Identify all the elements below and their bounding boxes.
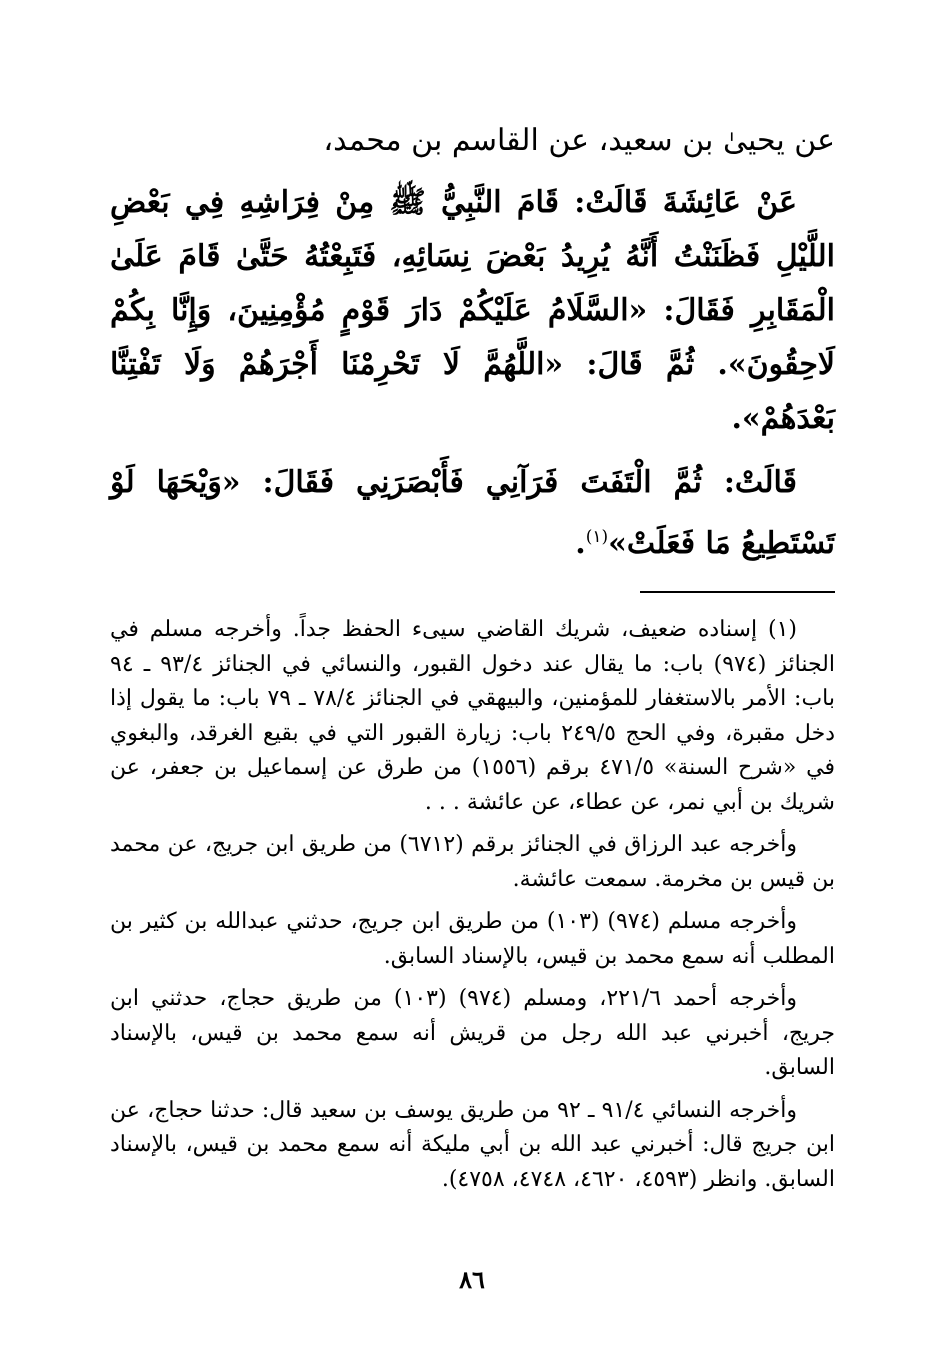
footnote-marker: (١) — [585, 527, 609, 547]
footnote-separator-wrap — [110, 571, 835, 613]
footnote-separator — [640, 591, 835, 593]
footnote-paragraph-3: وأخرجه مسلم (٩٧٤) (١٠٣) من طريق ابن جريج، حدثني عبدالله بن كثير بن المطلب أنه سمع محمد بن قيس، بالإسناد السابق. — [110, 909, 835, 969]
footnote-paragraph-5: وأخرجه النسائي ٩١/٤ ـ ٩٢ من طريق يوسف بن سعيد قال: حدثنا حجاج، عن ابن جريج قال: أخبرني عبد الله بن أبي مليكة أنه سمع محمد بن قيس، بالإسناد السابق. وانظر (٤٥٩٣، ٤٦٢٠، ٤٧٤٨، ٤٧٥٨). — [110, 1097, 835, 1192]
hadith-paragraph-1: عَنْ عَائِشَةَ قَالَتْ: قَامَ النَّبِيُّ ﷺ مِنْ فِرَاشِهِ فِي بَعْضِ اللَّيْلِ فَظَنَنْتُ أَنَّهُ يُرِيدُ بَعْضَ نِسَائِهِ، فَتَبِعْتُهُ حَتَّىٰ قَامَ عَلَىٰ الْمَقَابِرِ فَقَالَ: «السَّلَامُ عَلَيْكُمْ دَارَ قَوْمٍ مُؤْمِنِينَ، وَإِنَّا بِكُمْ لَاحِقُونَ». ثُمَّ قَالَ: «اللَّهُمَّ لَا تَحْرِمْنَا أَجْرَهُمْ وَلَا تَفْتِنَّا بَعْدَهُمْ». — [110, 185, 835, 436]
page-body — [110, 118, 835, 1318]
hadith-end-mark: . — [575, 526, 586, 561]
hadith-text — [110, 176, 835, 446]
page-number: ٨٦ — [459, 1265, 485, 1294]
isnad-intro: عن يحيىٰ بن سعيد، عن القاسم بن محمد، — [323, 123, 835, 158]
footnote-paragraph-2: وأخرجه عبد الرزاق في الجنائز برقم (٦٧١٢) من طريق ابن جريج، عن محمد بن قيس بن مخرمة. سمعت عائشة. — [110, 832, 835, 892]
hadith-text-continued — [110, 456, 835, 571]
hadith-paragraph-2: قَالَتْ: ثُمَّ الْتَفَتَ فَرَآنِي فَأَبْصَرَنِي فَقَالَ: «وَيْحَهَا لَوْ تَسْتَطِيعُ مَا فَعَلَتْ» — [110, 465, 835, 561]
footnote-paragraph-1: (١) إسناده ضعيف، شريك القاضي سيىء الحفظ جداً. وأخرجه مسلم في الجنائز (٩٧٤) باب: ما يقال عند دخول القبور، والنسائي في الجنائز ٩٣/٤ ـ ٩٤ باب: الأمر بالاستغفار للمؤمنين، والبيهقي في الجنائز ٧٨/٤ ـ ٧٩ باب: ما يقول إذا دخل مقبرة، وفي الحج ٢٤٩/٥ باب: زيارة القبور التي في بقيع الغرقد، والبغوي في «شرح السنة» ٤٧١/٥ برقم (١٥٥٦) من طرق عن إسماعيل بن جعفر، عن شريك بن أبي نمر، عن عطاء، عن عائشة . . . — [110, 617, 835, 815]
footnote-paragraph-4: وأخرجه أحمد ٢٢١/٦، ومسلم (٩٧٤) (١٠٣) من طريق حجاج، حدثني ابن جريج، أخبرني عبد الله رجل من قريش أنه سمع محمد بن قيس، بالإسناد السابق. — [110, 986, 835, 1080]
